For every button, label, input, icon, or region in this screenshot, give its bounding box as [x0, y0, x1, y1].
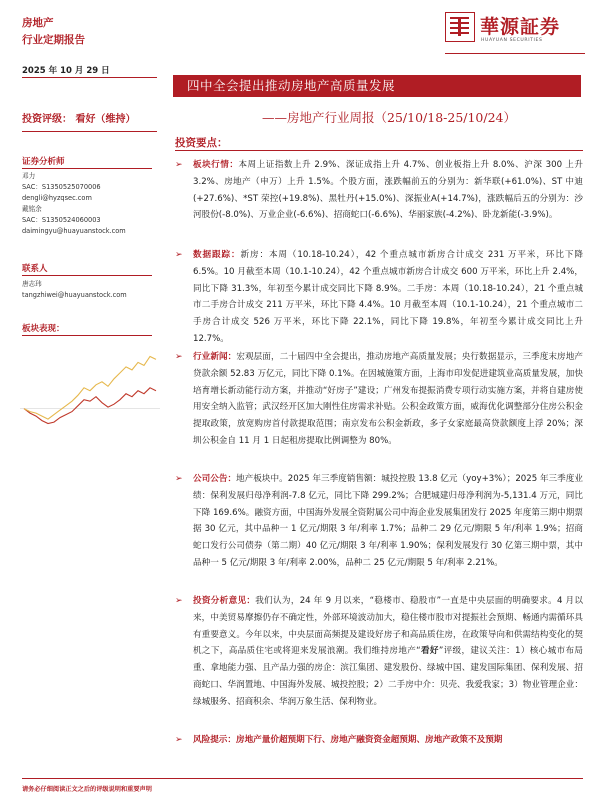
bullet-heading: 风险提示：	[193, 735, 236, 745]
bullet-body: 新房：本周（10.18-10.24），42 个重点城市新房合计成交 231 万平米，环比下降 6.5%。10 月截至本周（10.1-10.24），42 个重点城市新房合计成交 600 万平米，环比上升 2.4%，同比下降 31.3%，年初至今累计成交同比下降 8.9%。二手房：本周（10.18-10.24），21 个重点城市二手房合计成交 211 万平米，环比下降 4.4%。10 月截至本周（10.1-10.24），21 个重点城市二手房合计成交 526 万平米，环比下降 22.1%，同比下降 19.8%，年初至今累计成交同比上升 12.7%。	[193, 250, 583, 344]
footer-divider	[22, 778, 583, 779]
bullet-announcements	[175, 471, 583, 572]
arrow-bullet-icon: ➢	[175, 352, 183, 362]
bullet-heading: 板块行情：	[193, 160, 239, 170]
bullet-market	[175, 157, 583, 224]
bullet-body: 我们认为，24 年 9 月以来，“稳楼市、稳股市”一直是中央层面的明确要求。4 月以来，中美贸易摩擦仍存不确定性，外部环境波动加大，稳住楼市股市对提振社会预期、畅通内需循环具有重要意义。今年以来，中央层面高频提及建设好房子和高品质住房，在政策导向和供需结构变化的契机之下，高品质住宅或将迎来发展浪潮。我们维持房地产“	[193, 596, 583, 657]
contact-name: 唐志玮	[22, 280, 42, 288]
report-date: 2025 年 10 月 29 日	[22, 66, 110, 76]
contact-list	[22, 279, 127, 301]
chart-title: 板块表现：	[22, 324, 65, 334]
bullet-data	[175, 247, 583, 348]
arrow-bullet-icon: ➢	[175, 160, 183, 170]
risk-text: 房地产量价超预期下行、房地产融资资金超预期、房地产政策不及预期	[235, 735, 503, 745]
series-line-property	[24, 388, 156, 424]
analyst-list	[22, 171, 126, 237]
bullet-news	[175, 349, 583, 450]
contact-title: 联系人	[22, 264, 48, 274]
bullet-body: 本周上证指数上升 2.9%、深证成指上升 4.7%、创业板指上升 8.0%、沪深 300 上升 3.2%、房地产（申万）上升 1.5%。个股方面，涨跌幅前五的分别为：新华联(+61.0%)、ST 中迪(+27.6%)、*ST 荣控(+19.8%)、黑牡丹(+15.0%)、深振业A(+14.7%)，涨跌幅后五的分别为：沙河股份(-8.0%)、万业企业(-6.6%)、招商蛇口(-6.6%)、华丽家族(-4.2%)、卧龙新能(-3.9%)。	[193, 160, 583, 221]
arrow-bullet-icon: ➢	[175, 250, 183, 260]
report-category	[22, 15, 85, 49]
report-title: 四中全会提出推动房地产高质量发展	[173, 75, 581, 97]
bullet-heading: 行业新闻：	[193, 352, 237, 362]
analyst-name: 戴铭余	[22, 205, 42, 213]
rating-emphasis: 看好	[420, 646, 439, 657]
bullet-body: ”评级，建议关注：1）核心城市布局重、拿地能力强、且产品力强的房企：滨江集团、建发股份、绿城中国、建发国际集团、保利发展、招商蛇口、华润置地、中国海外发展、城投控股；2）二手房中介：贝壳、我爱我家；3）物业管理企业：绿城服务、招商积余、华润万象生活、保利物业。	[193, 646, 583, 707]
rating-divider	[22, 131, 157, 132]
analyst-email[interactable]: daimingyu@huayuanstock.com	[22, 227, 126, 235]
key-points-divider	[175, 150, 583, 151]
arrow-bullet-icon: ➢	[175, 474, 183, 484]
huayuan-logo-icon	[445, 12, 475, 42]
analysts-title: 证券分析师	[22, 157, 65, 167]
analyst-name: 邓力	[22, 172, 36, 180]
bullet-body: 地产板块中。2025 年三季度销售额：城投控股 13.8 亿元（yoy+3%）；2025 年三季度业绩：保利发展归母净利润-7.8 亿元，同比下降 299.2%；合肥城建归母净利润为-5,131.4 万元，同比下降 169.6%。融资方面，中国海外发展全资附属公司中海企业发展集团发行 2025 年度第三期中期票据 30 亿元，其中品种一 1 亿元/期限 3 年/利率 1.7%；品种二 29 亿元/期限 5 年/利率 1.9%；招商蛇口发行公司债券（第二期）40 亿元/期限 3 年/利率 1.90%；保利发展发行 30 亿第三期中票，其中品种一 5 亿元/期限 3 年/利率 2.00%，品种二 25 亿元/期限 5 年/利率 2.21%。	[193, 474, 583, 568]
analyst-email[interactable]: dengli@hyzqsec.com	[22, 194, 92, 202]
contact-divider	[22, 275, 152, 276]
series-line-index	[24, 357, 156, 420]
analyst-sac: SAC：S1350524060003	[22, 216, 101, 224]
bullet-body: 宏观层面，二十届四中全会提出，推动房地产高质量发展；央行数据显示，三季度末房地产贷款余额 52.83 万亿元，同比下降 0.1%。在因城施策方面，上海市印发促进建筑业高质量发展，加快培育增长新动能行动方案，并推动“好房子”建设；广州发布提振消费专项行动实施方案，并将自建房使用安全纳入监管；武汉经开区加大刚性住房需求补贴。公积金政策方面，威海优化调整部分住房公积金提取政策，放宽购房首付款提取范围；南京发布公积金新政，多子女家庭最高贷款额度上浮 20%；深圳公积金自 11 月 1 日起租房提取比例调整为 80%。	[193, 352, 583, 446]
investment-rating: 投资评级： 看好（维持）	[22, 114, 136, 125]
chart-divider	[22, 335, 152, 336]
footer-disclaimer: 请务必仔细阅读正文之后的评级说明和重要声明	[22, 786, 152, 793]
logo-text-cn: 華源証券	[480, 16, 561, 38]
contact-email[interactable]: tangzhiwei@huayuanstock.com	[22, 291, 127, 299]
bullet-heading: 公司公告：	[193, 474, 237, 484]
date-divider	[22, 77, 157, 78]
logo-text-en: HUAYUAN SECURITIES	[481, 38, 543, 43]
arrow-bullet-icon: ➢	[175, 735, 183, 745]
bullet-risk	[175, 732, 583, 749]
report-type-label: 行业定期报告	[22, 34, 85, 46]
report-subtitle: ——房地产行业周报（25/10/18-25/10/24）	[262, 110, 517, 125]
arrow-bullet-icon: ➢	[175, 596, 183, 606]
analyst-sac: SAC：S1350525070006	[22, 183, 101, 191]
header-divider	[445, 53, 585, 54]
key-points-title: 投资要点：	[175, 137, 228, 149]
bullet-heading: 数据跟踪：	[193, 250, 241, 260]
sector-performance-chart	[20, 345, 160, 435]
bullet-investment	[175, 593, 583, 711]
analysts-divider	[22, 168, 152, 169]
bullet-heading: 投资分析意见：	[193, 596, 256, 606]
category-label: 房地产	[22, 17, 54, 29]
